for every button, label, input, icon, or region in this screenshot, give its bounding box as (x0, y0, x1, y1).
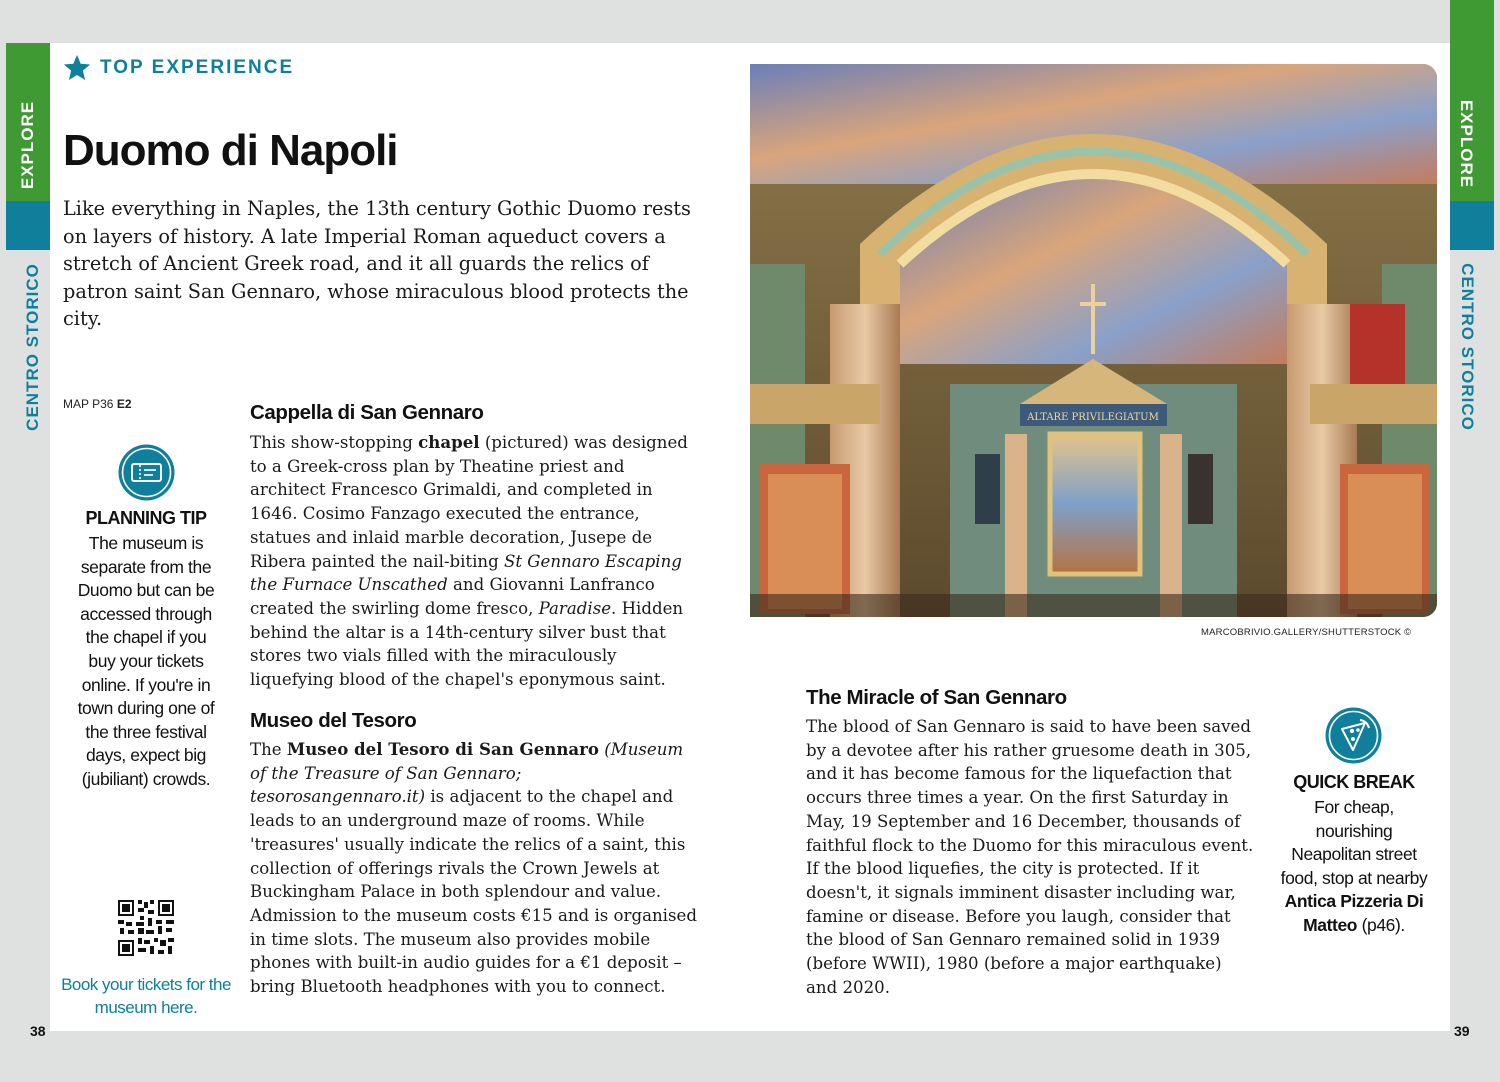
side-tab-explore-left[interactable] (6, 43, 50, 201)
section-kicker: TOP EXPERIENCE (100, 57, 295, 78)
planning-tip-text: The museum is separate from the Duomo but can be accessed through the chapel if you buy your tickets online. If you're in town during one of the three festival days, expect big (jubiliant) crowds. (77, 533, 215, 789)
ticket-icon (118, 444, 175, 501)
fresco-title: Paradise (538, 598, 612, 618)
page-number-left: 38 (30, 1023, 46, 1039)
side-tab-accent-left (6, 201, 50, 250)
side-tab-area-right[interactable]: CENTRO STORICO (1458, 263, 1477, 431)
photo-credit: MARCOBRIVIO.GALLERY/SHUTTERSTOCK © (1201, 627, 1412, 638)
intro-paragraph: Like everything in Naples, the 13th century Gothic Duomo rests on layers of history. A late Imperial Roman aqueduct covers a stretch of Ancient Greek road, and it all guards the relics of patron saint San Gennaro, whose miraculous blood protects the city. (63, 197, 691, 331)
side-tab-area-left[interactable]: CENTRO STORICO (23, 263, 42, 431)
page-number-right: 39 (1454, 1023, 1470, 1039)
page-title: Duomo di Napoli (63, 126, 398, 175)
chapel-term: chapel (418, 432, 480, 452)
painting-title: St Gennaro Escaping the Furnace Unscathed (250, 551, 682, 595)
miracle-heading: The Miracle of San Gennaro (806, 686, 1067, 709)
pizza-icon (1325, 707, 1382, 764)
quick-break-title: QUICK BREAK (1293, 772, 1415, 792)
side-tab-accent-right (1450, 201, 1494, 250)
miracle-paragraph: The blood of San Gennaro is said to have been saved by a devotee after his rather gruesome death in 305, and it has become famous for the liquefaction that occurs three times a year. On the first Saturday in May, 19 September and 16 December, thousands of faithful flock to the Duomo for this miraculous event. If the blood liquefies, the city is protected. If it doesn't, it signals imminent disaster including war, famine or disease. Before you laugh, consider that the blood of San Gennaro remained solid in 1939 (before WWII), 1980 (before a major earthquake) and 2020. (806, 717, 1254, 997)
museum-website: (Museum of the Treasure of San Gennaro; tesorosangennaro.it) (250, 740, 684, 807)
side-tab-explore-label: EXPLORE (18, 100, 37, 190)
chapel-photo (750, 64, 1437, 617)
pizzeria-link: Antica Pizzeria Di Matteo (1284, 891, 1424, 935)
museo-heading: Museo del Tesoro (250, 709, 417, 732)
qr-caption-link[interactable]: Book your tickets for the museum here. (61, 975, 231, 1017)
qr-code-icon[interactable] (118, 900, 174, 956)
cappella-heading: Cappella di San Gennaro (250, 401, 484, 424)
quick-break-text: For cheap, nourishing Neapolitan street food, stop at nearby Antica Pizzeria Di Matteo (p46). (1280, 797, 1428, 935)
cappella-paragraph: This show-stopping chapel (pictured) was designed to a Greek-cross plan by Theatine priest and architect Francesco Grimaldi, and completed in 1646. Cosimo Fanzago executed the entrance, statues and inlaid marble decoration, Jusepe de Ribera painted the nail-biting St Gennaro Escaping the Furnace Unscathed and Giovanni Lanfranco created the swirling dome fresco, Paradise. Hidden behind the altar is a 14th-century silver bust that stores two vials filled with the miraculously liquefying blood of the chapel's eponymous saint. (250, 432, 688, 690)
planning-tip-title: PLANNING TIP (85, 508, 207, 528)
side-tab-explore-label: EXPLORE (1457, 99, 1476, 189)
map-reference-grid: E2 (116, 397, 132, 411)
side-tab-explore-right[interactable] (1450, 0, 1494, 201)
map-reference-page: MAP P36 (63, 397, 114, 411)
map-reference[interactable] (63, 397, 132, 411)
museo-paragraph: The Museo del Tesoro di San Gennaro (Museum of the Treasure of San Gennaro; tesorosangennaro.it) is adjacent to the chapel and leads to an underground maze of rooms. While 'treasures' usually indicate the relics of a saint, this collection of offerings rivals the Crown Jewels at Buckingham Palace in both splendour and value. Admission to the museum costs €15 and is organised in time slots. The museum also provides mobile phones with built-in audio guides for a €1 deposit – bring Bluetooth headphones with you to connect. (250, 739, 697, 997)
altar-inscription: ALTARE PRIVILEGIATUM (1027, 412, 1159, 423)
museum-name: Museo del Tesoro di San Gennaro (286, 739, 599, 759)
star-icon (62, 53, 92, 83)
